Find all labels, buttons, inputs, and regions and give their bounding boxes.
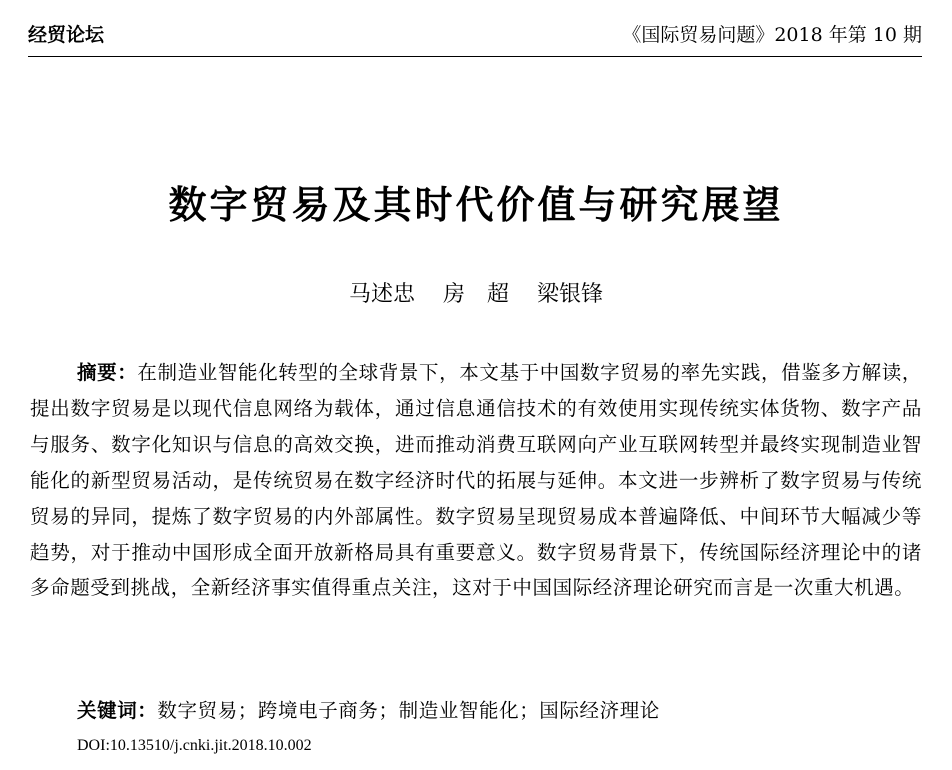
- abstract: [30, 355, 922, 606]
- section-label: 经贸论坛: [28, 24, 105, 46]
- author-name: 房 超: [442, 282, 509, 307]
- article-title: 数字贸易及其时代价值与研究展望: [168, 183, 784, 227]
- author-name: 梁银锋: [537, 282, 604, 307]
- keywords-text: 数字贸易；跨境电子商务；制造业智能化；国际经济理论: [157, 699, 660, 722]
- keywords: [77, 696, 660, 726]
- keywords-label: 关键词：: [77, 699, 158, 722]
- author-list: [0, 280, 952, 310]
- page-header: [28, 22, 922, 57]
- journal-reference: 《国际贸易问题》2018 年第 10 期: [622, 24, 922, 46]
- abstract-text: 在制造业智能化转型的全球背景下，本文基于中国数字贸易的率先实践，借鉴多方解读，提出数字贸易是以现代信息网络为载体，通过信息通信技术的有效使用实现传统实体货物、数字产品与服务、数字化知识与信息的高效交换，进而推动消费互联网向产业互联网转型并最终实现制造业智能化的新型贸易活动，是传统贸易在数字经济时代的拓展与延伸。本文进一步辨析了数字贸易与传统贸易的异同，提炼了数字贸易的内外部属性。数字贸易呈现贸易成本普遍降低、中间环节大幅减少等趋势，对于推动中国形成全面开放新格局具有重要意义。数字贸易背景下，传统国际经济理论中的诸多命题受到挑战，全新经济事实值得重点关注，这对于中国国际经济理论研究而言是一次重大机遇。: [30, 361, 922, 600]
- author-name: 马述忠: [348, 282, 415, 307]
- doi[interactable]: DOI:10.13510/j.cnki.jit.2018.10.002: [77, 737, 312, 754]
- abstract-label: 摘要：: [77, 361, 138, 384]
